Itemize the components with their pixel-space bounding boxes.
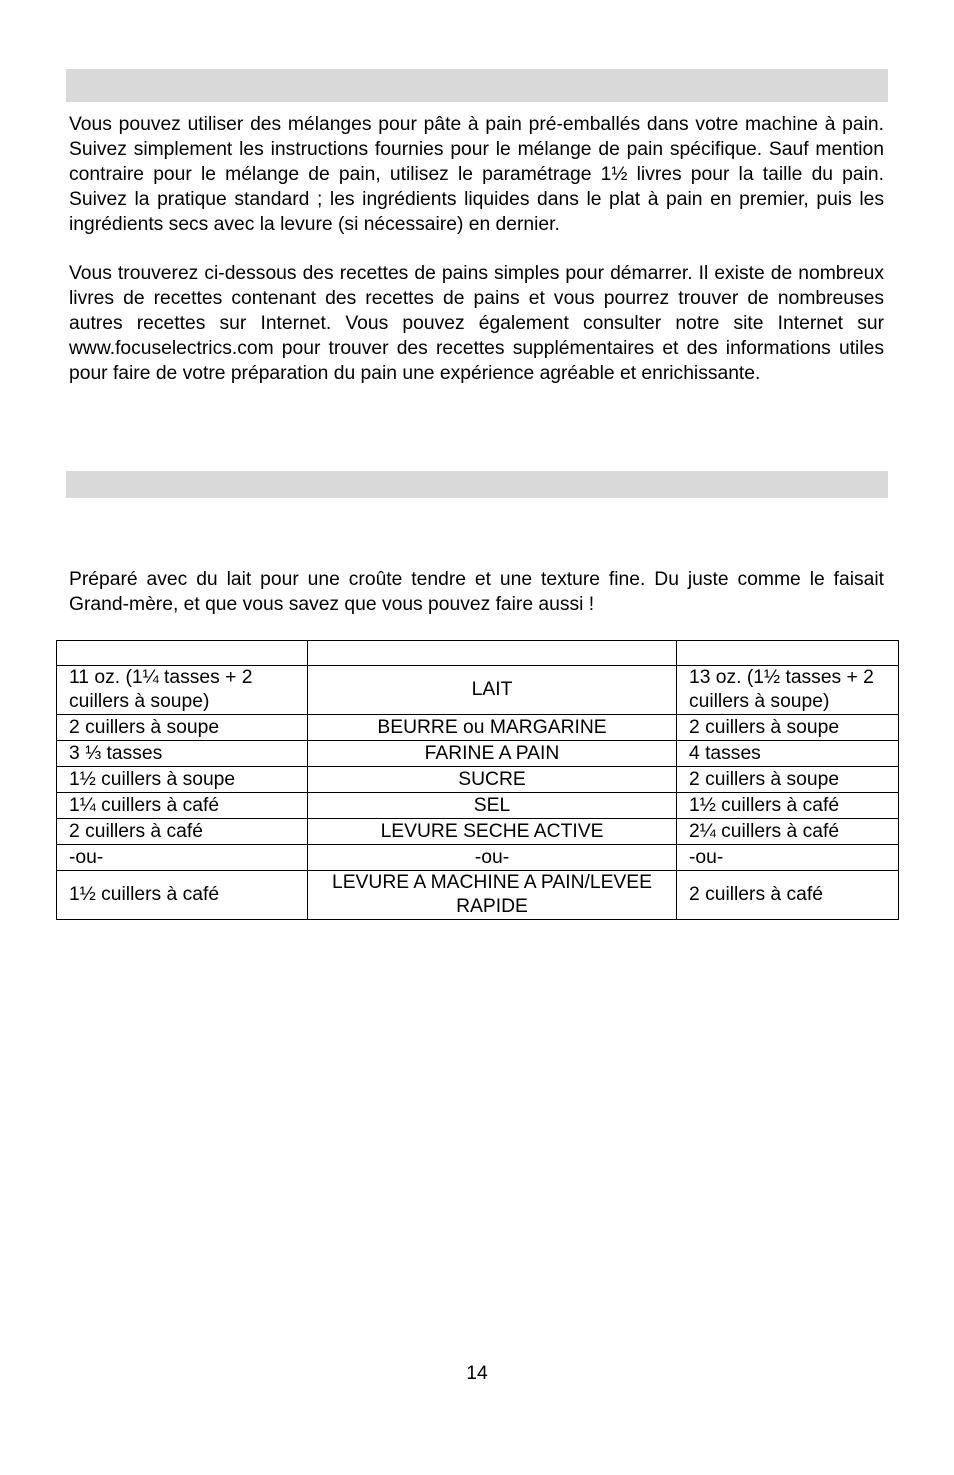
ingredient-name: LEVURE A MACHINE A PAIN/LEVEE RAPIDE [308,871,677,920]
small-loaf-quantity: 1½ cuillers à café [57,871,308,920]
section-heading-band [66,69,888,102]
table-row [57,666,899,715]
small-loaf-quantity: 3 ⅓ tasses [57,741,308,767]
large-loaf-quantity: 2¼ cuillers à café [677,819,899,845]
table-row [57,767,899,793]
header-cell [57,641,308,666]
page-number: 14 [466,1363,488,1384]
table-row [57,871,899,920]
recipe-ingredients-table [56,640,899,920]
large-loaf-quantity: 2 cuillers à soupe [677,767,899,793]
small-loaf-quantity: 2 cuillers à soupe [57,715,308,741]
small-loaf-quantity: 1¼ cuillers à café [57,793,308,819]
recipe-description: Préparé avec du lait pour une croûte tendre et une texture fine. Du juste comme le faisait Grand-mère, et que vous savez que vous pouvez faire aussi ! [69,569,884,615]
large-loaf-quantity: -ou- [677,845,899,871]
large-loaf-quantity: 1½ cuillers à café [677,793,899,819]
large-loaf-quantity: 2 cuillers à soupe [677,715,899,741]
table-row [57,741,899,767]
large-loaf-quantity: 4 tasses [677,741,899,767]
small-loaf-quantity: 11 oz. (1¼ tasses + 2 cuillers à soupe) [57,666,308,715]
small-loaf-quantity: 2 cuillers à café [57,819,308,845]
header-cell [677,641,899,666]
table-header-row [57,641,899,666]
table-row [57,845,899,871]
intro-paragraph: Vous pouvez utiliser des mélanges pour pâte à pain pré-emballés dans votre machine à pain. Suivez simplement les instructions fournies pour le mélange de pain spécifique. Sauf mention contraire pour le mélange de pain, utilisez le paramétrage 1½ livres pour la taille du pain. Suivez la pratique standard ; les ingrédients liquides dans le plat à pain en premier, puis les ingrédients secs avec la levure (si nécessaire) en dernier. [69,114,884,235]
table-row [57,793,899,819]
small-loaf-quantity: 1½ cuillers à soupe [57,767,308,793]
ingredient-name: -ou- [308,845,677,871]
small-loaf-quantity: -ou- [57,845,308,871]
ingredient-name: SUCRE [308,767,677,793]
intro-paragraph: Vous trouverez ci-dessous des recettes de pains simples pour démarrer. Il existe de nombreux livres de recettes contenant des recettes de pains et vous pourrez trouver de nombreuses autres recettes sur Internet. Vous pouvez également consulter notre site Internet sur www.focuselectrics.com pour trouver des recettes supplémentaires et des informations utiles pour faire de votre préparation du pain une expérience agréable et enrichissante. [69,263,884,384]
table-row [57,715,899,741]
ingredient-name: BEURRE ou MARGARINE [308,715,677,741]
recipe-heading-band [66,471,888,498]
table-row [57,819,899,845]
header-cell [308,641,677,666]
ingredient-name: FARINE A PAIN [308,741,677,767]
large-loaf-quantity: 13 oz. (1½ tasses + 2 cuillers à soupe) [677,666,899,715]
large-loaf-quantity: 2 cuillers à café [677,871,899,920]
ingredient-name: SEL [308,793,677,819]
ingredient-name: LAIT [308,666,677,715]
ingredient-name: LEVURE SECHE ACTIVE [308,819,677,845]
